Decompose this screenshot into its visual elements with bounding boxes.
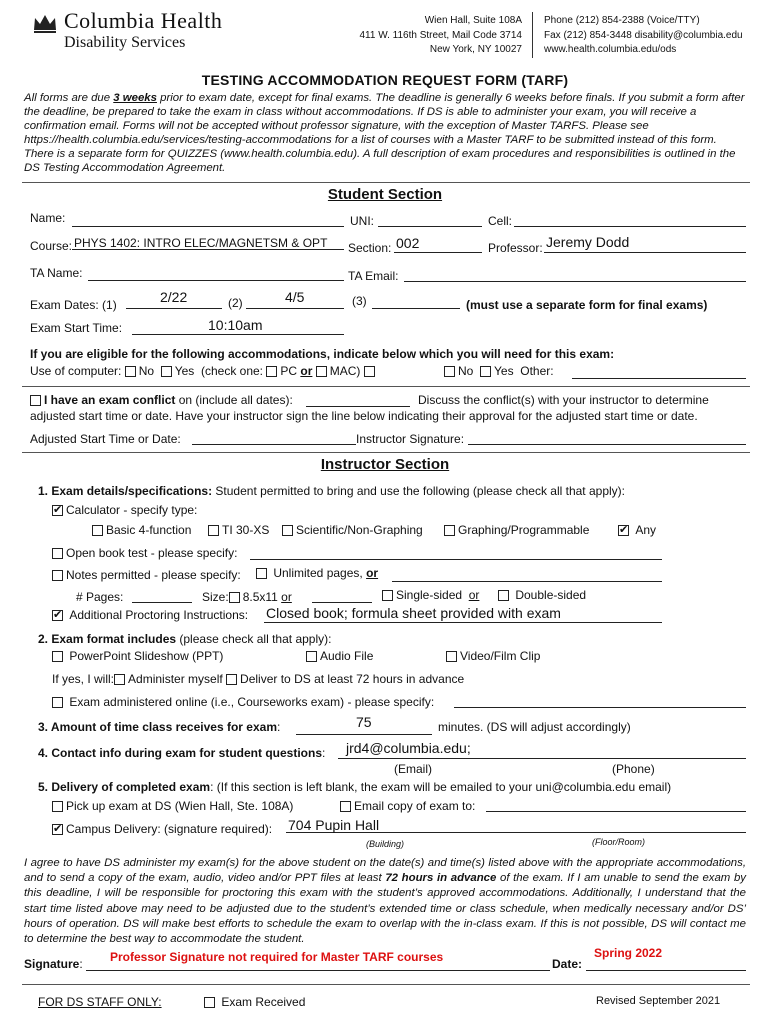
conflict-instructions: Discuss the conflict(s) with your instructor to determine [418, 393, 709, 407]
size-field[interactable] [312, 590, 372, 603]
size-row [202, 590, 292, 604]
professor-label: Professor: [488, 241, 543, 255]
size-value: 8.5x11 [242, 590, 278, 604]
open-book-row [52, 546, 237, 560]
agreement-deadline: 72 hours in advance [385, 872, 497, 885]
computer-row [30, 364, 378, 378]
if-yes-row [52, 672, 464, 686]
agreement-part: I agree to have DS administer my exam(s) for the above student on the date(s) and time(s) listed above with the appropriate accommodations, and to send a copy of the exam, audio, video and/or PPT files at least [24, 857, 746, 885]
scientific-option [282, 523, 423, 537]
online-field[interactable] [454, 695, 746, 708]
divider [22, 386, 750, 387]
phone-caption: (Phone) [612, 762, 655, 776]
double-row [498, 588, 586, 602]
email-copy-label: Email copy of exam to: [354, 799, 476, 813]
phone-line: Phone (212) 854-2388 (Voice/TTY) [544, 15, 700, 26]
pages-label: # Pages: [76, 590, 124, 604]
adjusted-field[interactable] [192, 432, 356, 445]
start-time-value: 10:10am [208, 317, 263, 333]
intro-text: prior to exam date, except for final exams. The deadline is generally 6 weeks before finals. If you submit a form after the deadline, be prepared to take the exam in class without accommodations. If DS is able to administer your exam, you will receive a confirmation email. Forms will not be accepted without professor signature, with the exception of Master TARFS. Please see https://health.columbia.edu/services/testing-accommodations for a list of courses with a Master TARF to be submitted instead of this form. There is a separate form for QUIZZES (www.health.columbia.edu). A full description of exam procedures and responsibilities is outlined in the DS Testing Accommodation Agreement. [24, 92, 745, 174]
online-label: Exam administered online (i.e., Courseworks exam) - please specify: [69, 695, 435, 709]
any-option [618, 523, 656, 537]
audio-checkbox[interactable] [306, 651, 317, 662]
conflict-instructions-cont: adjusted start time or date. Have your instructor sign the line below indicating their approval for the adjusted start time or date. [30, 409, 698, 423]
exam-received-label: Exam Received [221, 995, 306, 1009]
double-sided-checkbox[interactable] [498, 590, 509, 601]
q3-value: 75 [356, 714, 372, 730]
exam-received-row [204, 995, 305, 1009]
conflict-row [30, 393, 293, 407]
signature-row [24, 957, 83, 971]
basic-option [92, 523, 191, 537]
other-yes-checkbox[interactable] [480, 366, 491, 377]
exam-date-3-label: (3) [352, 294, 367, 308]
q1-row [38, 484, 625, 498]
agreement-part: of the exam. If I am unable to send the exam by this deadline, I will be responsible for proctoring this exam with the student’s approved accommodations. Additionally, I understand that the start time listed above may need to be adjusted due to the student’s extended time or class schedule, when medically necessary and/or DS’ hours of operation. DS will make best efforts to schedule the exam to overlap with the in-class exam. If this is not possible, DS will contact me to determine the best way to accommodate the student. [24, 872, 746, 946]
calculator-label: Calculator - specify type: [66, 503, 198, 517]
open-book-field[interactable] [250, 547, 662, 560]
q4-label: 4. Contact info during exam for student questions [38, 746, 323, 760]
address-line: New York, NY 10027 [429, 44, 522, 55]
conflict-text: on (include all dates): [175, 393, 293, 407]
q3-colon: : [277, 720, 281, 734]
online-row [52, 695, 434, 709]
address-block [359, 14, 522, 58]
q4-colon: : [322, 746, 326, 760]
org-name: Columbia Health [64, 8, 223, 33]
email-copy-checkbox[interactable] [340, 801, 351, 812]
graphing-checkbox[interactable] [444, 525, 455, 536]
pickup-row [52, 799, 293, 813]
signature-label: Signature [24, 957, 80, 971]
divider [22, 182, 750, 183]
ta-email-field[interactable] [404, 269, 746, 282]
other-field[interactable] [572, 366, 746, 379]
no-label: No [138, 364, 155, 378]
notes-label: Notes permitted - please specify: [66, 568, 241, 582]
start-time-label: Exam Start Time: [30, 321, 123, 335]
ppt-checkbox[interactable] [52, 651, 63, 662]
ti-label: TI 30-XS [222, 523, 270, 537]
uni-label: UNI: [350, 214, 374, 228]
computer-label: Use of computer: [30, 364, 122, 378]
pickup-label: Pick up exam at DS (Wien Hall, Ste. 108A) [66, 799, 294, 813]
header-divider [532, 12, 533, 58]
graphing-label: Graphing/Programmable [458, 523, 590, 537]
form-intro [24, 92, 746, 175]
computer-yes-checkbox[interactable] [161, 366, 172, 377]
computer-no-checkbox[interactable] [125, 366, 136, 377]
logo [32, 8, 262, 58]
ta-name-field[interactable] [88, 268, 344, 281]
notes-row [52, 568, 241, 582]
email-copy-row [340, 799, 475, 813]
pickup-checkbox[interactable] [52, 801, 63, 812]
q3-label: 3. Amount of time class receives for exam [38, 720, 277, 734]
instructor-signature-label: Instructor Signature: [356, 432, 465, 446]
section-label: Section: [348, 241, 392, 255]
open-book-checkbox[interactable] [52, 548, 63, 559]
ta-name-label: TA Name: [30, 266, 83, 280]
scientific-checkbox[interactable] [282, 525, 293, 536]
any-checkbox[interactable] [618, 525, 629, 536]
q3-row [38, 720, 280, 734]
size-label: Size: [202, 590, 229, 604]
signature-note: Professor Signature not required for Master TARF courses [110, 950, 444, 964]
video-row [446, 649, 540, 663]
adjusted-label: Adjusted Start Time or Date: [30, 432, 181, 446]
student-section-heading: Student Section [327, 186, 443, 203]
crown-icon [32, 12, 58, 34]
exam-date-3-field[interactable] [372, 296, 460, 309]
single-sided-checkbox[interactable] [382, 590, 393, 601]
basic-label: Basic 4-function [106, 523, 192, 537]
other-checkbox[interactable] [364, 366, 375, 377]
instructor-section-heading: Instructor Section [320, 456, 450, 473]
exam-date-1-value: 2/22 [160, 289, 188, 305]
form-title: TESTING ACCOMMODATION REQUEST FORM (TARF) [201, 72, 569, 88]
conflict-label: I have an exam conflict [44, 393, 176, 407]
q1-text: Student permitted to bring and use the following (please check all that apply): [212, 484, 625, 498]
other-row [444, 364, 554, 378]
final-exams-note: (must use a separate form for final exams) [466, 298, 708, 312]
exam-received-checkbox[interactable] [204, 997, 215, 1008]
ppt-label: PowerPoint Slideshow (PPT) [69, 649, 224, 663]
single-row [382, 588, 479, 602]
open-book-label: Open book test - please specify: [66, 546, 238, 560]
unlimited-label: Unlimited pages, [273, 566, 363, 580]
building-caption: (Building) [366, 839, 405, 849]
eligible-heading: If you are eligible for the following accommodations, indicate below which you will need for this exam: [30, 347, 615, 361]
size-checkbox[interactable] [229, 592, 240, 603]
or-label: or [366, 566, 379, 580]
pages-field[interactable] [132, 590, 192, 603]
video-label: Video/Film Clip [460, 649, 541, 663]
additional-row [52, 608, 248, 622]
q2-label: 2. Exam format includes [38, 632, 177, 646]
staff-only-label: FOR DS STAFF ONLY: [38, 995, 162, 1009]
or-label: or [281, 590, 292, 604]
instructor-signature-field[interactable] [468, 432, 746, 445]
professor-value: Jeremy Dodd [546, 234, 630, 250]
notes-field[interactable] [392, 569, 662, 582]
ti-option [208, 523, 269, 537]
revised-date: Revised September 2021 [596, 995, 721, 1007]
basic-checkbox[interactable] [92, 525, 103, 536]
conflict-checkbox[interactable] [30, 395, 41, 406]
calculator-checkbox[interactable] [52, 505, 63, 516]
name-field[interactable] [72, 214, 344, 227]
divider [22, 984, 750, 985]
q4-value: jrd4@columbia.edu; [346, 740, 471, 756]
calculator-row [52, 503, 197, 517]
uni-field[interactable] [378, 214, 482, 227]
ta-email-label: TA Email: [348, 269, 399, 283]
name-label: Name: [30, 211, 66, 225]
date-label: Date: [552, 957, 583, 971]
website-line: www.health.columbia.edu/ods [544, 44, 677, 55]
administer-label: Administer myself [128, 672, 223, 686]
pc-label: PC [280, 364, 298, 378]
fax-email-line: Fax (212) 854-3448 disability@columbia.edu [544, 29, 743, 41]
campus-row [52, 822, 272, 836]
other-label: Other: [520, 364, 554, 378]
contact-block [544, 14, 743, 58]
other-no-checkbox[interactable] [444, 366, 455, 377]
audio-label: Audio File [320, 649, 374, 663]
q1-label: 1. Exam details/specifications: [38, 484, 213, 498]
online-checkbox[interactable] [52, 697, 63, 708]
address-line: Wien Hall, Suite 108A [424, 15, 522, 26]
campus-checkbox[interactable] [52, 824, 63, 835]
date-value: Spring 2022 [594, 946, 663, 960]
unlimited-checkbox[interactable] [256, 568, 267, 579]
exam-date-2-value: 4/5 [285, 289, 305, 305]
cell-field[interactable] [514, 214, 746, 227]
any-label: Any [635, 523, 657, 537]
deliver-checkbox[interactable] [226, 674, 237, 685]
scientific-label: Scientific/Non-Graphing [296, 523, 423, 537]
section-value: 002 [396, 235, 420, 251]
video-checkbox[interactable] [446, 651, 457, 662]
deliver-label: Deliver to DS at least 72 hours in advance [240, 672, 465, 686]
q2-text: (please check all that apply): [176, 632, 332, 646]
if-yes-label: If yes, I will: [52, 672, 115, 686]
cell-label: Cell: [488, 214, 513, 228]
q3-minutes: minutes. (DS will adjust accordingly) [438, 720, 631, 734]
or-label: or [300, 364, 313, 378]
address-line: 411 W. 116th Street, Mail Code 3714 [359, 29, 522, 41]
additional-label: Additional Proctoring Instructions: [69, 608, 249, 622]
exam-date-2-label: (2) [228, 296, 243, 310]
q5-row [38, 780, 671, 794]
email-caption: (Email) [394, 762, 432, 776]
no-label: No [458, 364, 474, 378]
signature-colon: : [79, 957, 83, 971]
double-sided-label: Double-sided [515, 588, 587, 602]
exam-dates-label: Exam Dates: (1) [30, 298, 117, 312]
intro-text: All forms are due [24, 92, 114, 104]
floor-caption: (Floor/Room) [592, 837, 646, 847]
conflict-dates-field[interactable] [306, 394, 410, 407]
divider [22, 452, 750, 453]
mac-label: MAC) [329, 364, 361, 378]
ppt-row [52, 649, 223, 663]
course-label: Course: [30, 239, 73, 253]
yes-label: Yes [174, 364, 195, 378]
additional-checkbox[interactable] [52, 610, 63, 621]
additional-value: Closed book; formula sheet provided with exam [266, 605, 561, 621]
notes-checkbox[interactable] [52, 570, 63, 581]
pc-checkbox[interactable] [266, 366, 277, 377]
single-sided-label: Single-sided [396, 588, 463, 602]
graphing-option [444, 523, 589, 537]
intro-deadline: 3 weeks [113, 92, 157, 104]
or-label: or [468, 588, 480, 602]
org-department: Disability Services [64, 34, 186, 51]
q5-text: : (If this section is left blank, the exam will be emailed to your uni@columbia.edu email) [210, 780, 672, 794]
q2-row [38, 632, 331, 646]
unlimited-row [256, 566, 378, 580]
audio-row [306, 649, 373, 663]
agreement-text [24, 856, 746, 947]
yes-label: Yes [494, 364, 514, 378]
administer-checkbox[interactable] [114, 674, 125, 685]
campus-value: 704 Pupin Hall [288, 817, 380, 833]
email-copy-field[interactable] [486, 799, 746, 812]
check-one-label: (check one: [200, 364, 264, 378]
ti-checkbox[interactable] [208, 525, 219, 536]
campus-label: Campus Delivery: (signature required): [66, 822, 273, 836]
q4-row [38, 746, 325, 760]
course-value: PHYS 1402: INTRO ELEC/MAGNETSM & OPT [74, 236, 328, 250]
q5-label: 5. Delivery of completed exam [38, 780, 211, 794]
mac-checkbox[interactable] [316, 366, 327, 377]
